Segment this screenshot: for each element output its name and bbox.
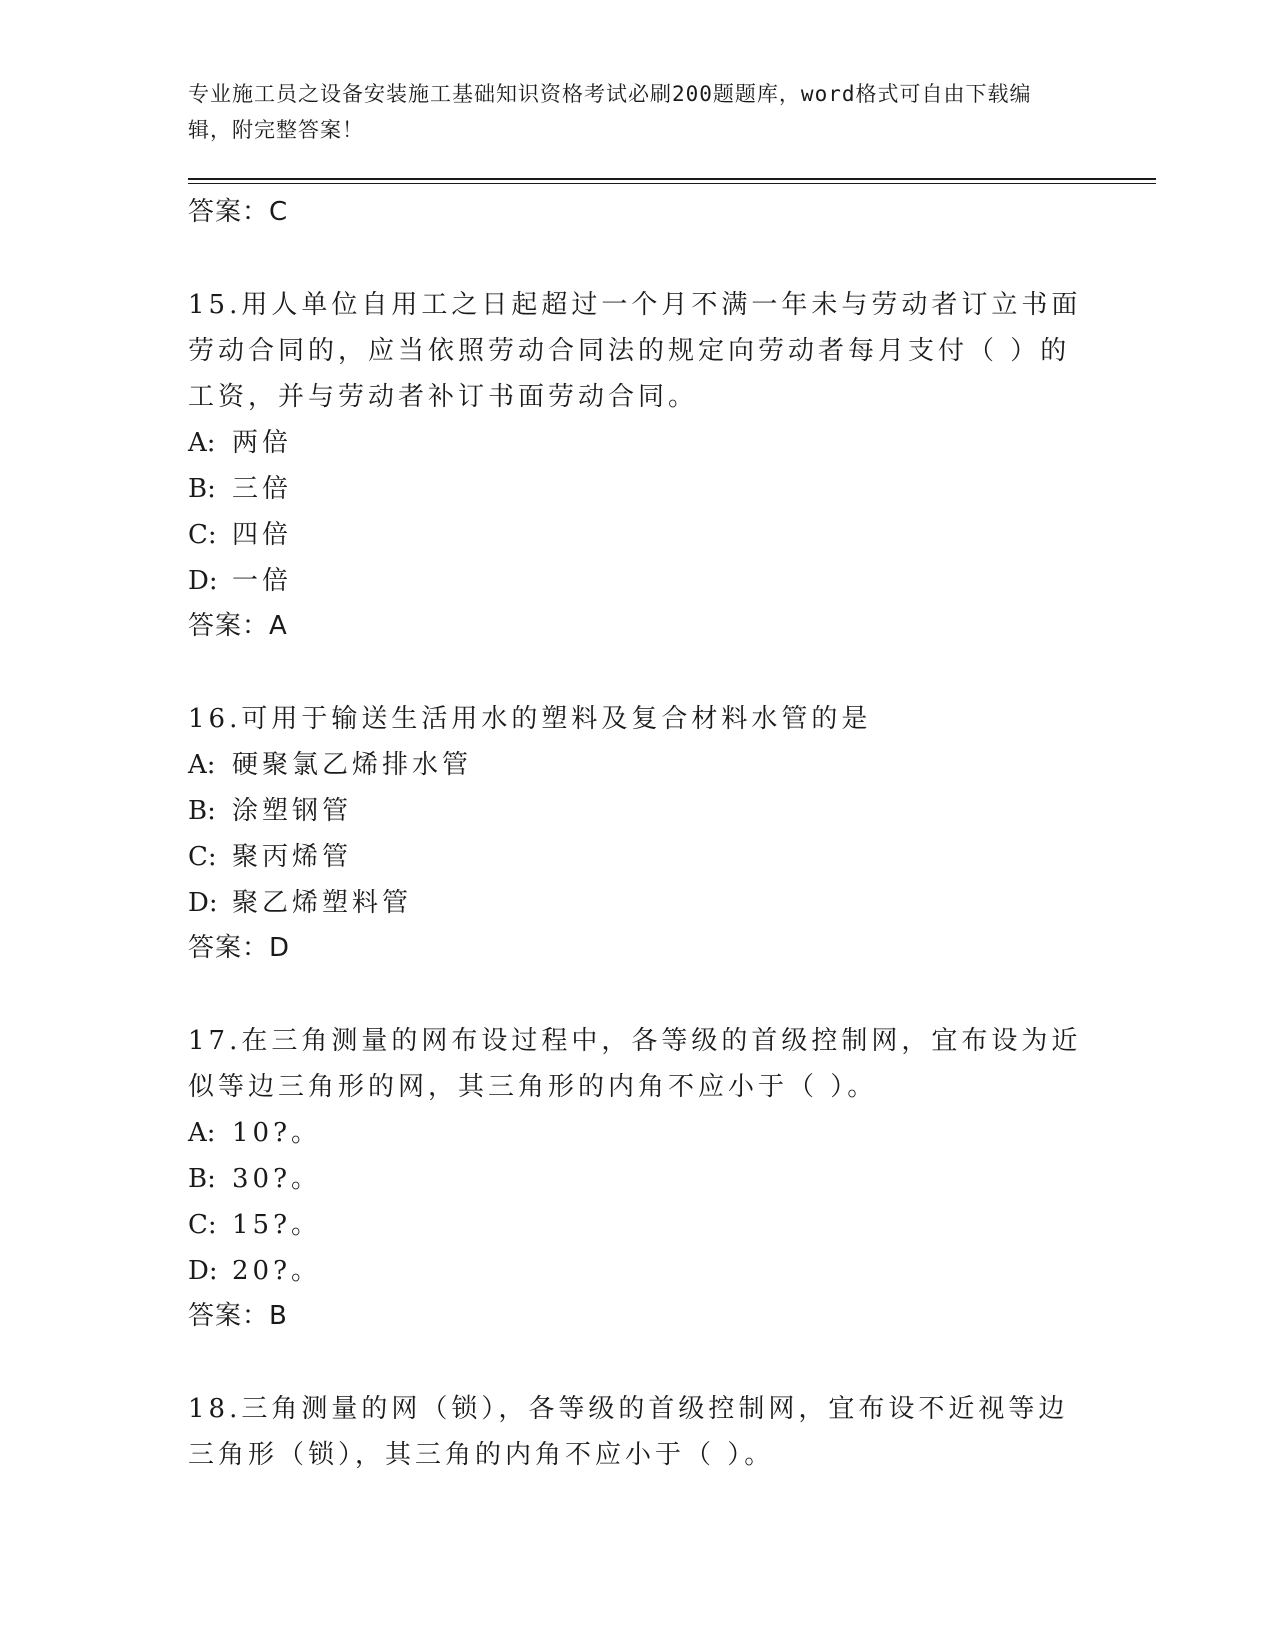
option-text: 15?。 bbox=[232, 1210, 322, 1240]
option-text: 一倍 bbox=[232, 566, 293, 596]
option-a bbox=[188, 420, 1088, 466]
option-d bbox=[188, 1248, 1088, 1294]
question-text: 18.三角测量的网（锁），各等级的首级控制网，宜布设不近视等边三角形（锁），其三角的内角不应小于（ ）。 bbox=[188, 1394, 1069, 1470]
spacer bbox=[188, 970, 1088, 1018]
option-d bbox=[188, 558, 1088, 604]
option-letter: C: bbox=[188, 520, 217, 550]
spacer bbox=[188, 648, 1088, 696]
option-letter: C: bbox=[188, 1210, 217, 1240]
option-text: 四倍 bbox=[232, 520, 293, 550]
option-text: 20?。 bbox=[232, 1256, 322, 1286]
question-text: 17.在三角测量的网布设过程中，各等级的首级控制网，宜布设为近似等边三角形的网，其三角形的内角不应小于（ ）。 bbox=[188, 1026, 1082, 1102]
question-block-15 bbox=[188, 282, 1088, 648]
option-letter: B: bbox=[188, 474, 216, 504]
answer-line: 答案：D bbox=[188, 933, 291, 963]
answer-line: 答案：B bbox=[188, 1301, 288, 1331]
option-letter: D: bbox=[188, 1256, 218, 1286]
question-block-17 bbox=[188, 1018, 1088, 1338]
question-block-16 bbox=[188, 696, 1088, 970]
option-c bbox=[188, 1202, 1088, 1248]
option-b bbox=[188, 1156, 1088, 1202]
option-letter: A: bbox=[188, 1118, 216, 1148]
option-letter: D: bbox=[188, 566, 218, 596]
option-text: 30?。 bbox=[232, 1164, 322, 1194]
option-b bbox=[188, 466, 1088, 512]
option-letter: B: bbox=[188, 1164, 216, 1194]
option-letter: B: bbox=[188, 796, 216, 826]
spacer bbox=[188, 1338, 1088, 1386]
option-c bbox=[188, 834, 1088, 880]
header-divider-thin bbox=[188, 183, 1156, 184]
spacer bbox=[188, 234, 1088, 282]
option-d bbox=[188, 880, 1088, 926]
document-header-title: 专业施工员之设备安装施工基础知识资格考试必刷200题题库，word格式可自由下载编辑，附完整答案！ bbox=[188, 82, 1032, 142]
option-letter: D: bbox=[188, 888, 218, 918]
header-divider-thick bbox=[188, 178, 1156, 180]
option-text: 两倍 bbox=[232, 428, 293, 458]
question-text: 15.用人单位自用工之日起超过一个月不满一年未与劳动者订立书面劳动合同的，应当依照劳动合同法的规定向劳动者每月支付（ ）的工资，并与劳动者补订书面劳动合同。 bbox=[188, 290, 1082, 412]
option-a bbox=[188, 1110, 1088, 1156]
option-a bbox=[188, 742, 1088, 788]
document-body bbox=[188, 190, 1088, 1478]
option-c bbox=[188, 512, 1088, 558]
question-block-18 bbox=[188, 1386, 1088, 1478]
option-text: 硬聚氯乙烯排水管 bbox=[232, 750, 473, 780]
option-text: 涂塑钢管 bbox=[232, 796, 353, 826]
answer-line: 答案：A bbox=[188, 611, 288, 641]
answer-line: 答案：C bbox=[188, 197, 289, 227]
option-text: 三倍 bbox=[232, 474, 293, 504]
option-letter: C: bbox=[188, 842, 217, 872]
option-letter: A: bbox=[188, 750, 216, 780]
option-b bbox=[188, 788, 1088, 834]
question-text: 16.可用于输送生活用水的塑料及复合材料水管的是 bbox=[188, 704, 872, 734]
option-text: 10?。 bbox=[232, 1118, 322, 1148]
option-text: 聚丙烯管 bbox=[232, 842, 353, 872]
option-text: 聚乙烯塑料管 bbox=[232, 888, 413, 918]
option-letter: A: bbox=[188, 428, 216, 458]
